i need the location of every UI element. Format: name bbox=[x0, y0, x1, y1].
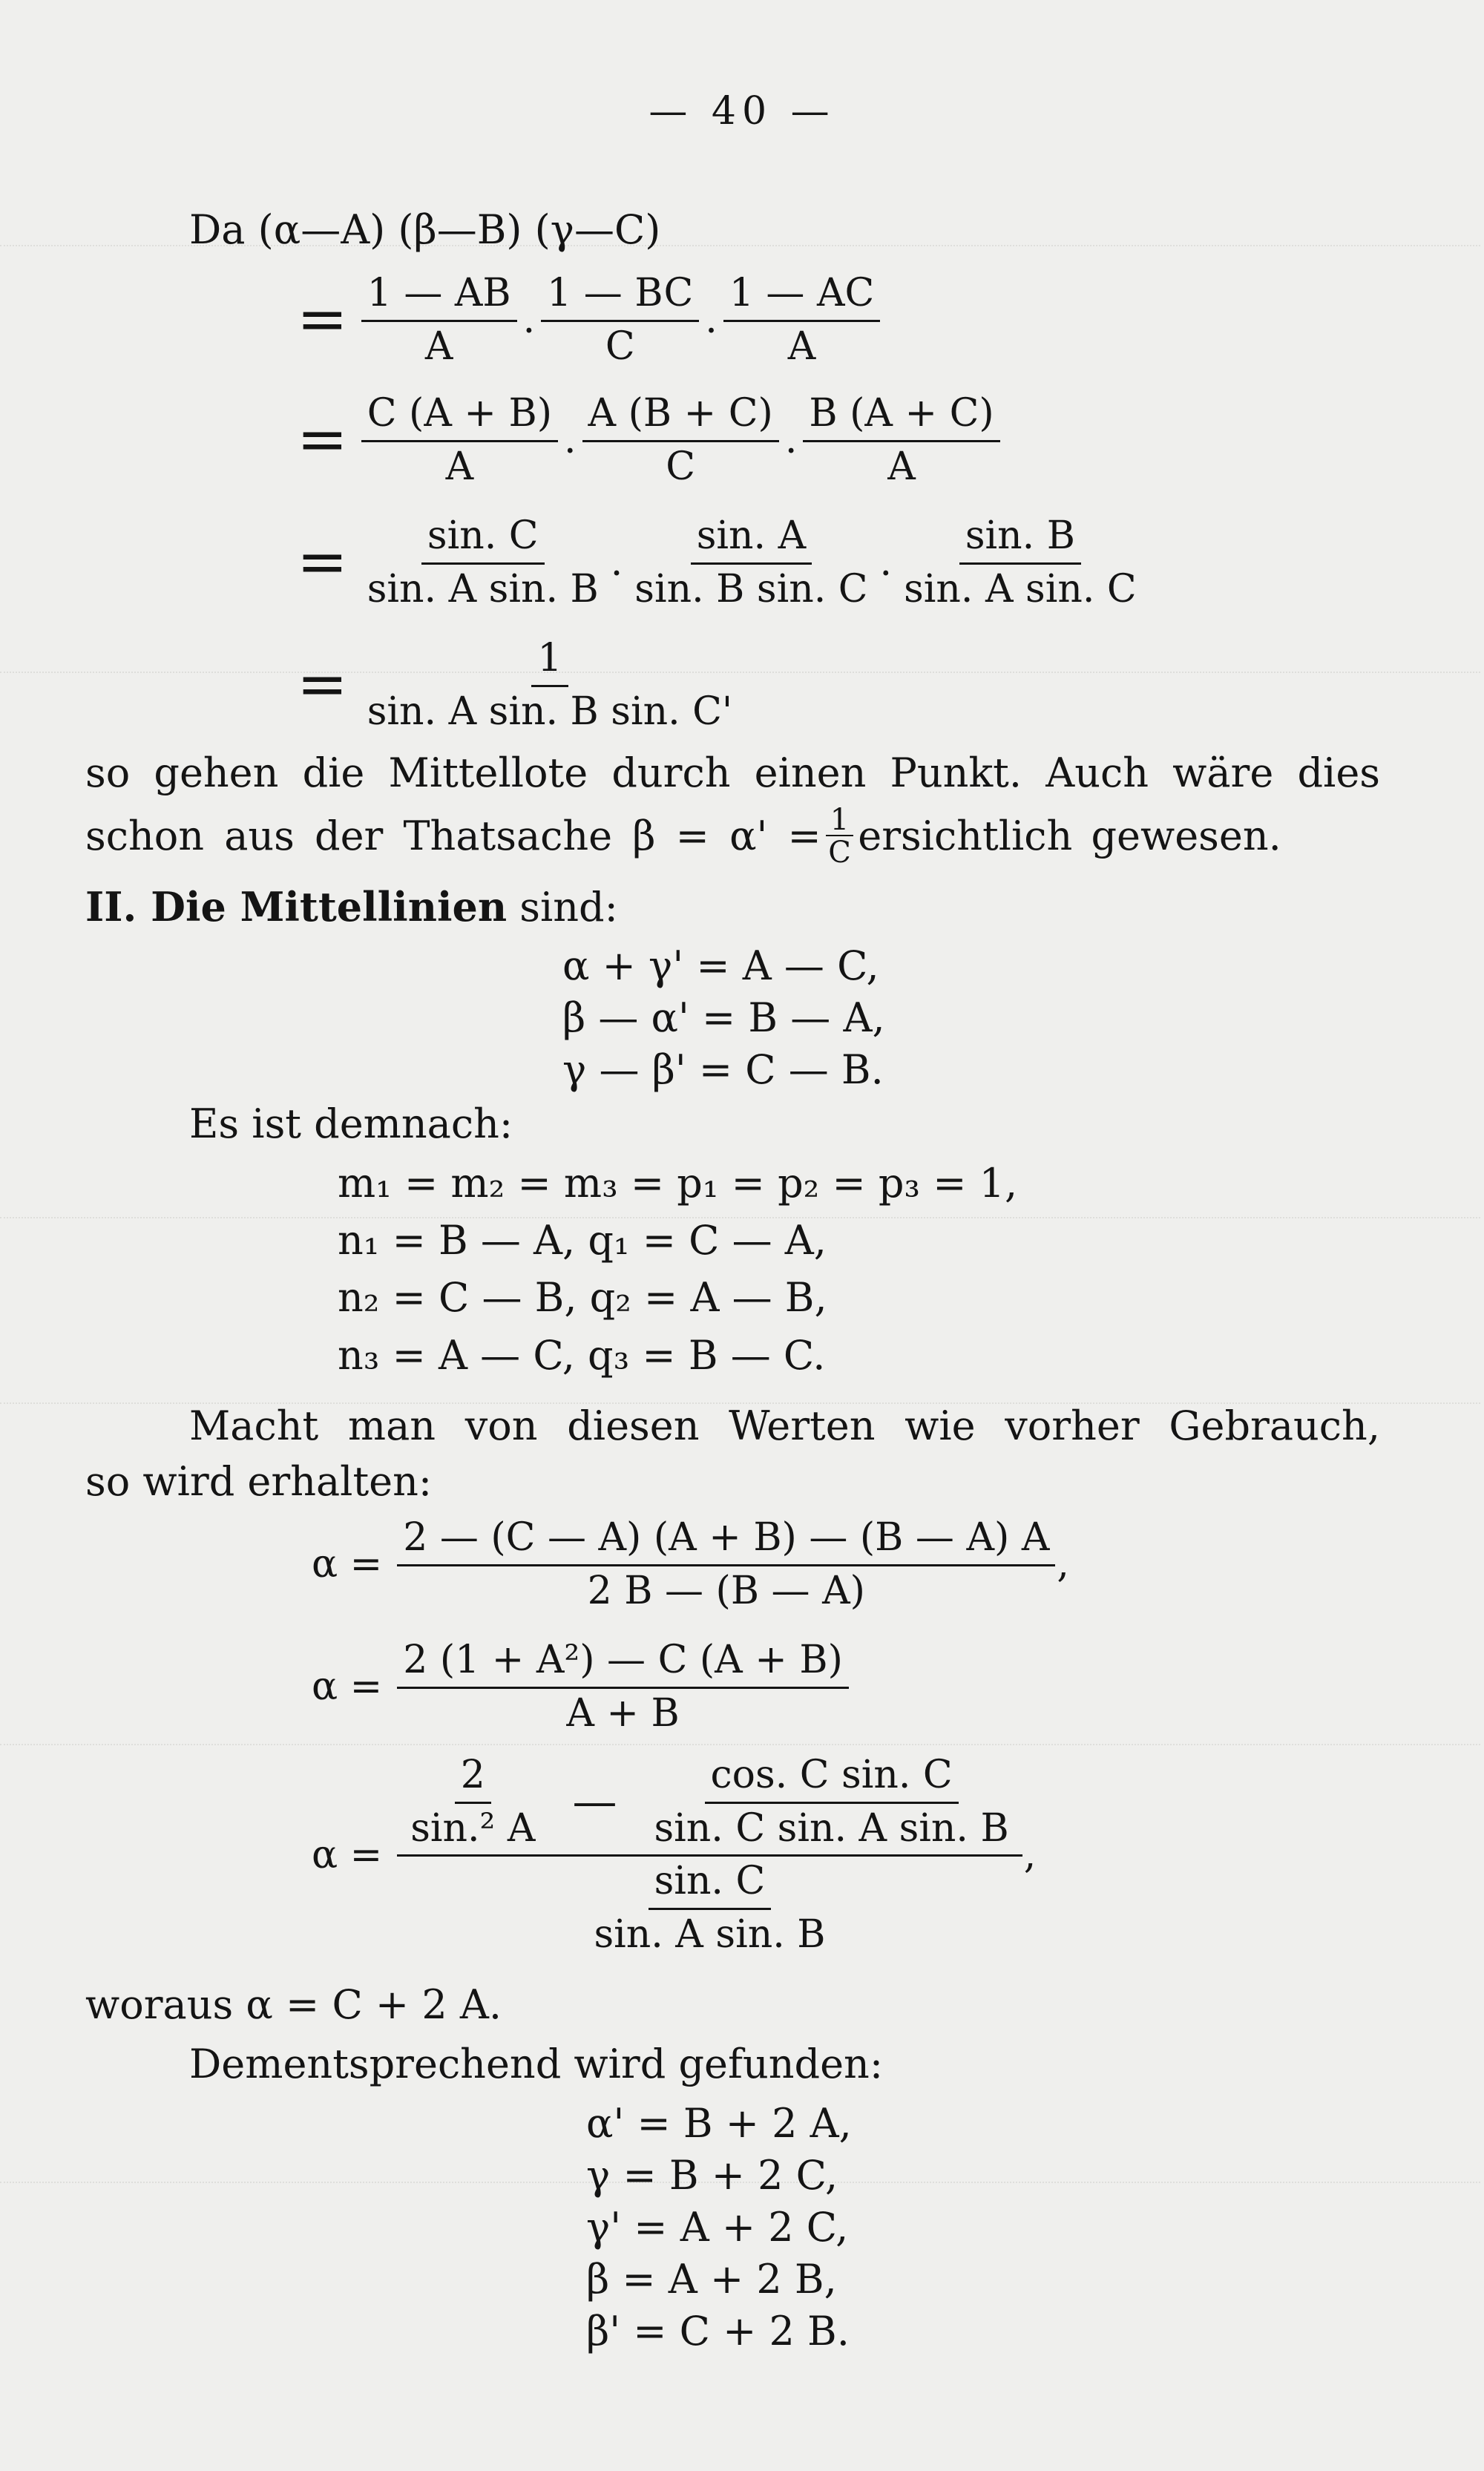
alpha-equation-2: α = $\frac{\text{2 (1 + A²) — C (A + B)}}{A + B}$ bbox=[312, 1640, 850, 1733]
paragraph-line: Macht man von diesen Werten wie vorher Gebrauch, bbox=[189, 1402, 1380, 1449]
fraction: $\frac{1 — AB}{A}$ bbox=[361, 273, 517, 367]
section-heading: II. Die Mittellinien sind: bbox=[85, 883, 618, 931]
equation: γ = B + 2 C, bbox=[586, 2152, 838, 2199]
fraction: $\frac{\text{2 (1 + A²) — C (A + B)}}{A + B}$ bbox=[397, 1640, 849, 1733]
equation: n₃ = A — C, q₃ = B — C. bbox=[338, 1332, 826, 1379]
da-line: Da (α—A) (β—B) (γ—C) bbox=[189, 206, 661, 253]
fraction: $\frac{1}{\text{sin. A sin. B sin. C'}}$ bbox=[367, 636, 733, 734]
alpha-equation-1: α = $\frac{2 — (C — A) (A + B) — (B — A) A}{2 B — (B — A)}$ , bbox=[312, 1515, 1069, 1613]
equation: γ' = A + 2 C, bbox=[586, 2204, 849, 2251]
paragraph-line: Es ist demnach: bbox=[189, 1100, 513, 1147]
equation: m₁ = m₂ = m₃ = p₁ = p₂ = p₃ = 1, bbox=[338, 1160, 1018, 1207]
fraction: $\frac{2 — (C — A) (A + B) — (B — A) A}{2 B — (B — A)}$ bbox=[397, 1517, 1055, 1611]
alpha-equation-3: α = $\frac{2}{\text{sin.² A}}$ — $\frac{\text{cos. C sin. C}}{\text{sin. C sin. A sin. B}}$ $\frac{\sin. C}{\text{sin. A sin. B}}$ , bbox=[312, 1753, 1037, 1957]
equation: γ — β' = C — B. bbox=[562, 1046, 884, 1093]
fraction: $\frac{A (B + C)}{C}$ bbox=[582, 393, 779, 487]
fraction: $\frac{1 — BC}{C}$ bbox=[541, 273, 699, 367]
fraction: $\frac{\sin. C}{\text{sin. A sin. B}}$ bbox=[367, 513, 599, 611]
compound-fraction: $\frac{2}{\text{sin.² A}}$ — $\frac{\text{cos. C sin. C}}{\text{sin. C sin. A sin. B}}$ $\frac{\sin. C}{\text{sin. A sin. B}}$ bbox=[397, 1755, 1022, 1955]
inline-fraction: $\frac{1}{C}$ bbox=[826, 805, 853, 867]
fraction: $\frac{2}{\text{sin.² A}}$ bbox=[410, 1753, 536, 1851]
paragraph-line-with-fraction: schon aus der Thatsache β = α' = $\frac{1}{C}$ ersichtlich gewesen. bbox=[85, 803, 1281, 870]
fraction: $\frac{\sin. C}{\text{sin. A sin. B}}$ bbox=[594, 1859, 826, 1957]
fraction: $\frac{1 — AC}{A}$ bbox=[723, 273, 880, 367]
equation: α + γ' = A — C, bbox=[562, 942, 879, 989]
equation: β — α' = B — A, bbox=[562, 994, 885, 1041]
equation: β = A + 2 B, bbox=[586, 2256, 837, 2303]
paragraph-line: so wird erhalten: bbox=[85, 1458, 433, 1505]
final-fraction-equation: = $\frac{1}{\text{sin. A sin. B sin. C'}}$ bbox=[297, 638, 740, 732]
product-equation-2: = $\frac{C (A + B)}{A}$ . $\frac{A (B + C)}{C}$ . $\frac{B (A + C)}{A}$ bbox=[297, 393, 1002, 487]
fraction: $\frac{B (A + C)}{A}$ bbox=[803, 393, 999, 487]
paragraph-line: Dementsprechend wird gefunden: bbox=[189, 2041, 884, 2087]
product-equation-1: = $\frac{1 — AB}{A}$ . $\frac{1 — BC}{C}$ . $\frac{1 — AC}{A}$ bbox=[297, 273, 881, 367]
equation: α' = B + 2 A, bbox=[586, 2100, 852, 2147]
page-number: — 40 — bbox=[649, 89, 835, 134]
paragraph-line: so gehen die Mittellote durch einen Punkt. Auch wäre dies bbox=[85, 749, 1380, 796]
fraction: $\frac{\text{cos. C sin. C}}{\text{sin. C sin. A sin. B}}$ bbox=[654, 1753, 1009, 1851]
equation: β' = C + 2 B. bbox=[586, 2308, 850, 2354]
fraction: $\frac{C (A + B)}{A}$ bbox=[361, 393, 558, 487]
equation: n₂ = C — B, q₂ = A — B, bbox=[338, 1274, 827, 1321]
fraction: $\frac{\sin. B}{\text{sin. A sin. C}}$ bbox=[904, 513, 1137, 611]
paragraph-line: woraus α = C + 2 A. bbox=[85, 1981, 502, 2028]
fraction: $\frac{\sin. A}{\text{sin. B sin. C}}$ bbox=[634, 513, 868, 611]
equation: n₁ = B — A, q₁ = C — A, bbox=[338, 1217, 827, 1264]
product-equation-3: = $\frac{\sin. C}{\text{sin. A sin. B}}$ . $\frac{\sin. A}{\text{sin. B sin. C}}$ . $\frac{\sin. B}{\text{sin. A sin. C}}$ bbox=[297, 516, 1144, 609]
